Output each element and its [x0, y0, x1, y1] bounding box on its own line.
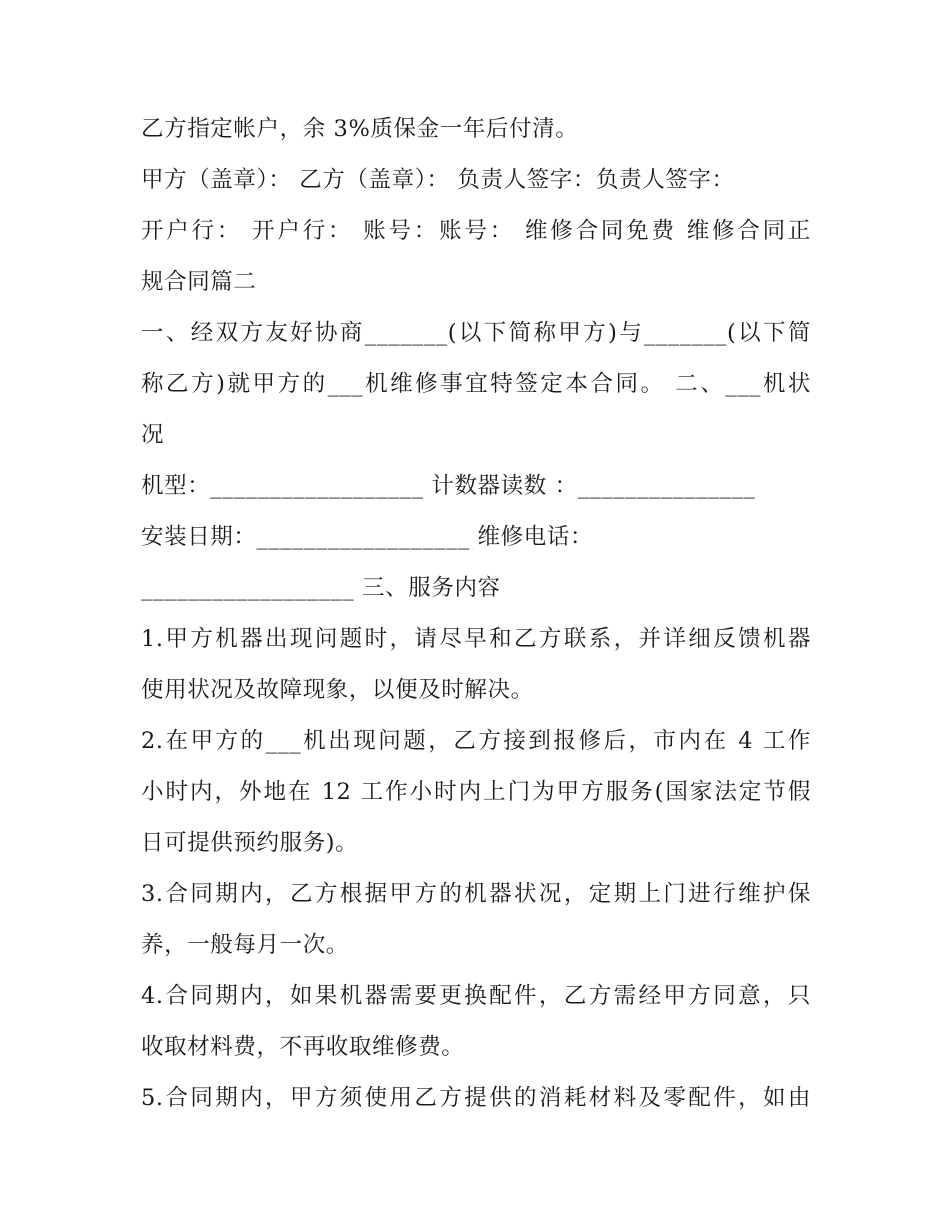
text-line: 况 — [141, 422, 165, 448]
text-line: 2.在甲方的___机出现问题，乙方接到报修后，市内在 4 工作 — [141, 728, 811, 754]
text-line: 3.合同期内，乙方根据甲方的机器状况，定期上门进行维护保 — [141, 881, 811, 907]
text-line: 规合同篇二 — [141, 269, 257, 295]
text-line: 4.合同期内，如果机器需要更换配件，乙方需经甲方同意，只 — [141, 983, 811, 1009]
text-line: 甲方（盖章）： 乙方（盖章）： 负责人签字：负责人签字： — [141, 167, 735, 193]
document-body — [141, 104, 811, 1124]
text-line: 开户行： 开户行： 账号：账号： 维修合同免费 维修合同正 — [141, 218, 811, 244]
text-line: 一、经双方友好协商_______(以下简称甲方)与_______(以下简 — [141, 320, 811, 346]
text-line: __________________ 三、服务内容 — [141, 575, 501, 601]
text-line: 收取材料费，不再收取维修费。 — [141, 1034, 465, 1060]
text-line: 小时内，外地在 12 工作小时内上门为甲方服务(国家法定节假 — [141, 779, 811, 805]
text-line: 安装日期：__________________ 维修电话： — [141, 524, 594, 550]
text-line: 称乙方)就甲方的___机维修事宜特签定本合同。 二、___机状 — [141, 371, 811, 397]
text-line: 使用状况及故障现象，以便及时解决。 — [141, 677, 534, 703]
text-line: 5.合同期内，甲方须使用乙方提供的消耗材料及零配件，如由 — [141, 1085, 811, 1111]
text-line: 机型：__________________ 计数器读数 ：_______________ — [141, 473, 756, 499]
text-line: 1.甲方机器出现问题时，请尽早和乙方联系，并详细反馈机器 — [141, 626, 811, 652]
text-line: 乙方指定帐户，余 3%质保金一年后付清。 — [141, 116, 579, 142]
text-line: 养，一般每月一次。 — [141, 932, 349, 958]
text-line: 日可提供预约服务)。 — [141, 830, 359, 856]
